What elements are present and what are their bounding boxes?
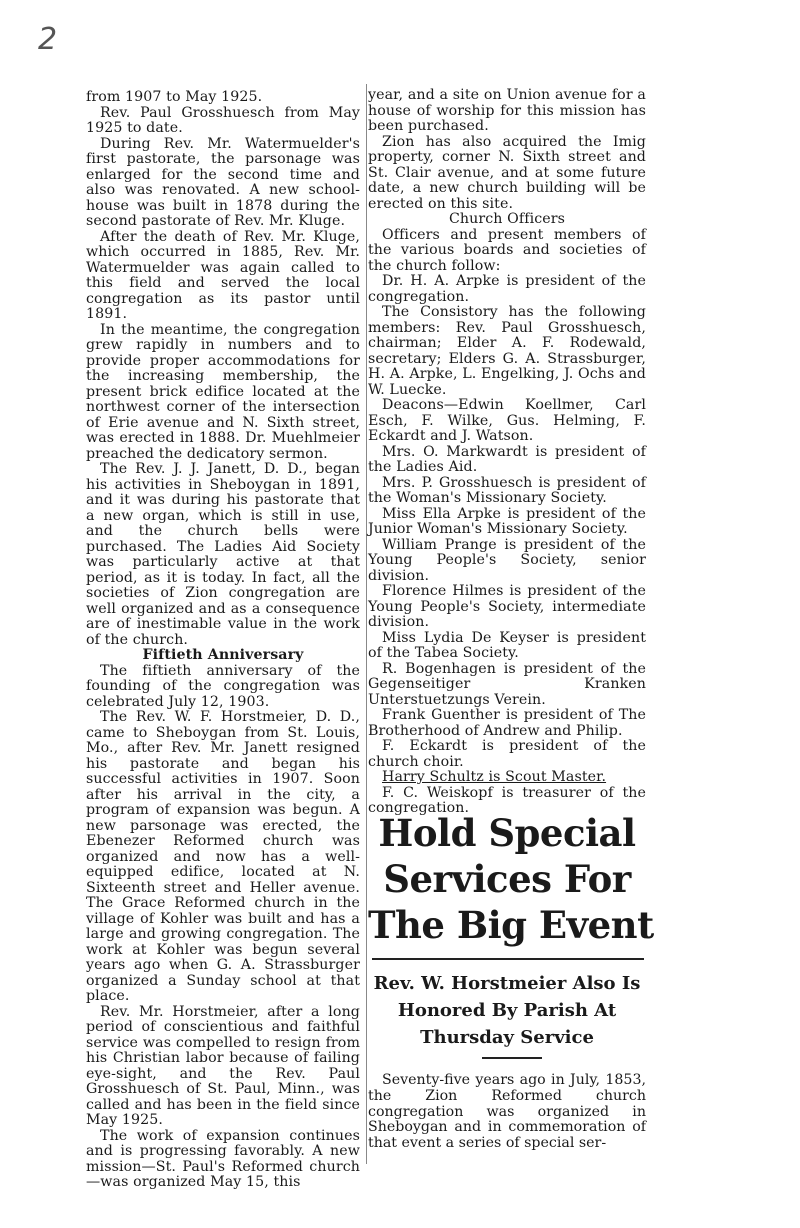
headline-line: The Big Event [368,903,654,947]
scout-master-line: Harry Schultz is Scout Master. [382,769,607,785]
section-subhead: Fiftieth Anniversary [142,647,304,663]
page-number: 2 [38,22,58,57]
officer-entry: Miss Lydia De Keyser is president of the Tabea Society. [368,629,646,661]
officer-entry: Deacons—Edwin Koellmer, Carl Esch, F. Wilke, Gus. Helming, F. Eckardt and J. Watson. [368,397,646,444]
paragraph: Rev. Mr. Horstmeier, after a long period of conscientious and faithful service was compelled to resign from his Christian labor because of failing eye-sight, and the Rev. Paul Grosshuesch of St. Paul, Minn., was called and has been in the field since May 1925. [86,1003,360,1128]
officer-entry: Mrs. P. Grosshuesch is president of the Woman's Missionary Society. [368,474,646,506]
subhead-line: Thursday Service [420,1027,594,1048]
article-headline [368,810,654,948]
paragraph: The Rev. W. F. Horstmeier, D. D., came to Sheboygan from St. Louis, Mo., after Rev. Mr. Janett resigned his pastorate and began his successful activities in 1907. Soon after his arrival in the city, a program of expansion was begun. A new parsonage was erected, the Ebenezer Reformed church was organized and now has a well-equipped edifice, located at N. Sixteenth street and Heller avenue. The Grace Reformed church in the village of Kohler was built and has a large and growing congregation. The work at Kohler was begun several years ago when G. A. Strassburger organized a Sunday school at that place. [86,709,360,1004]
headline-rule [372,958,644,960]
officer-entry: Miss Ella Arpke is president of the Junior Woman's Missionary Society. [368,505,646,537]
paragraph: Zion has also acquired the Imig property, corner N. Sixth street and St. Clair avenue, and at some future date, a new church building will be erected on this site. [368,133,646,212]
headline-line: Services For [383,857,631,901]
officer-entry: The Consistory has the following members: Rev. Paul Grosshuesch, chairman; Elder A. F. Rodewald, secretary; Elders G. A. Strassburger, H. A. Arpke, L. Engelking, J. Ochs and W. Luecke. [368,304,646,398]
lead-paragraph: Seventy-five years ago in July, 1853, the Zion Reformed church congregation was organized in Sheboygan and in commemoration of that event a series of special ser- [368,1072,646,1152]
headline-line: Hold Special [378,811,636,855]
subhead-line: Rev. W. Horstmeier Also Is [373,973,641,994]
column-divider [366,84,367,1164]
officer-entry: Frank Guenther is president of The Brotherhood of Andrew and Philip. [368,707,646,739]
officers-intro: Officers and present members of the various boards and societies of the church follow: [368,226,646,274]
officer-entry: Mrs. O. Markwardt is president of the Ladies Aid. [368,443,646,475]
officer-entry: William Prange is president of the Young People's Society, senior division. [368,536,646,584]
section-subhead: Church Officers [448,211,566,227]
officer-entry: R. Bogenhagen is president of the Gegenseitiger Kranken Unterstuetzungs Verein. [368,660,646,708]
paragraph: During Rev. Mr. Watermuelder's first pastorate, the parsonage was enlarged for the second time and also was renovated. A new school-house was built in 1878 during the second pastorate of Rev. Mr. Kluge. [86,135,360,229]
officer-entry: Dr. H. A. Arpke is president of the congregation. [368,273,646,305]
paragraph: The work of expansion continues and is progressing favorably. A new mission—St. Paul's Reformed church—was organized May 15, this [86,1127,360,1190]
paragraph: year, and a site on Union avenue for a house of worship for this mission has been purchased. [368,87,646,134]
treasurer-line: F. C. Weiskopf is treasurer of the congregation. [368,784,646,816]
right-column [368,88,646,817]
paragraph: In the meantime, the congregation grew rapidly in numbers and to provide proper accommodations for the increasing membership, the present brick edifice located at the northwest corner of the intersection of Erie avenue and N. Sixth street, was erected in 1888. Dr. Muehlmeier preached the dedicatory sermon. [86,321,360,462]
article-subhead [368,970,646,1051]
article-lead [368,1073,646,1152]
paragraph: After the death of Rev. Mr. Kluge, which occurred in 1885, Rev. Mr. Watermuelder was again called to this field and served the local congregation as its pastor until 1891. [86,228,360,322]
subhead-line: Honored By Parish At [397,1000,617,1021]
paragraph: The Rev. J. J. Janett, D. D., began his activities in Sheboygan in 1891, and it was during his pastorate that a new organ, which is still in use, and the church bells were purchased. The Ladies Aid Society was particularly active at that period, as it is today. In fact, all the societies of Zion congregation are well organized and as a consequence are of inestimable value in the work of the church. [86,461,360,648]
paragraph: The fiftieth anniversary of the founding of the congregation was celebrated July 12, 1903. [86,662,360,710]
left-column [86,90,360,1191]
officer-entry: Florence Hilmes is president of the Young People's Society, intermediate division. [368,583,646,630]
subhead-rule [482,1057,542,1059]
officer-entry: F. Eckardt is president of the church choir. [368,738,646,770]
paragraph: Rev. Paul Grosshuesch from May 1925 to date. [86,104,360,136]
paragraph: from 1907 to May 1925. [86,89,263,105]
